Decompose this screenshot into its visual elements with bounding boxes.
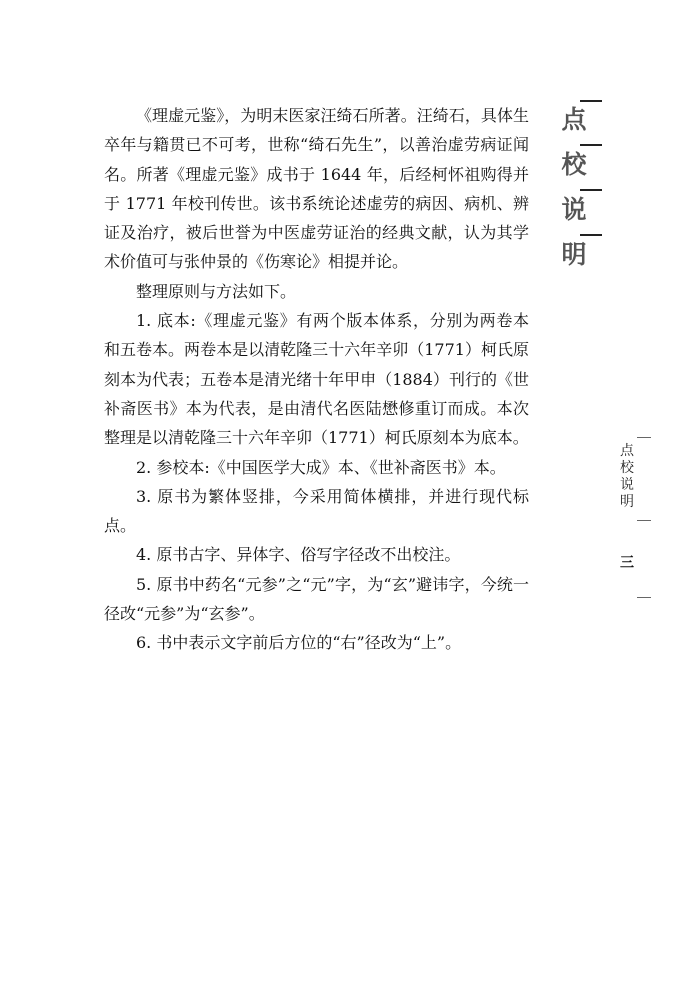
section-title-char: 说: [561, 195, 587, 224]
paragraph-item-2: 2. 参校本:《中国医学大成》本、《世补斋医书》本。: [136, 457, 506, 477]
running-header-char: 说: [620, 477, 634, 493]
section-title-char: 校: [561, 150, 587, 179]
paragraph-item-3: 3. 原书为繁体竖排，今采用简体横排，并进行现代标点。: [104, 486, 529, 536]
header-rule: [637, 437, 651, 438]
paragraph-item-6: 6. 书中表示文字前后方位的“右”径改为“上”。: [136, 633, 462, 653]
section-title: [560, 98, 602, 273]
paragraph-item-5: 5. 原书中药名“元参”之“元”字，为“玄”避讳字，今统一径改“元参”为“玄参”。: [104, 574, 529, 624]
header-rule: [637, 520, 651, 521]
title-rule: [580, 234, 602, 236]
running-header-char: 点: [620, 443, 634, 459]
paragraph-principles: 整理原则与方法如下。: [136, 281, 297, 301]
paragraph-item-1: 1. 底本:《理虚元鉴》有两个版本体系，分别为两卷本和五卷本。两卷本是以清乾隆三十六年辛卯（1771）柯氏原刻本为代表；五卷本是清光绪十年甲申（1884）刊行的《世补斋医书》本为代表，是由清代名医陆懋修重订而成。本次整理是以清乾隆三十六年辛卯（1771）柯氏原刻本为底本。: [104, 311, 529, 448]
running-header: [617, 443, 637, 511]
title-rule: [580, 100, 602, 102]
paragraph-item-4: 4. 原书古字、异体字、俗写字径改不出校注。: [136, 545, 461, 565]
page-number: 三: [620, 555, 634, 571]
section-title-char: 点: [561, 105, 587, 134]
running-header-char: 校: [620, 460, 634, 476]
title-rule: [580, 189, 602, 191]
running-header-char: 明: [620, 494, 634, 510]
paragraph-intro: 《理虚元鉴》，为明末医家汪绮石所著。汪绮石，具体生卒年与籍贯已不可考，世称“绮石先生”，以善治虚劳病证闻名。所著《理虚元鉴》成书于 1644 年，后经柯怀祖购得并于 1771 年校刊传世。该书系统论述虚劳的病因、病机、辨证及治疗，被后世誉为中医虚劳证治的经典文献，认为其学术价值可与张仲景的《伤寒论》相提并论。: [104, 106, 529, 272]
title-rule: [580, 144, 602, 146]
body-text: [104, 101, 529, 658]
section-title-char: 明: [561, 240, 587, 269]
header-rule: [637, 597, 651, 598]
